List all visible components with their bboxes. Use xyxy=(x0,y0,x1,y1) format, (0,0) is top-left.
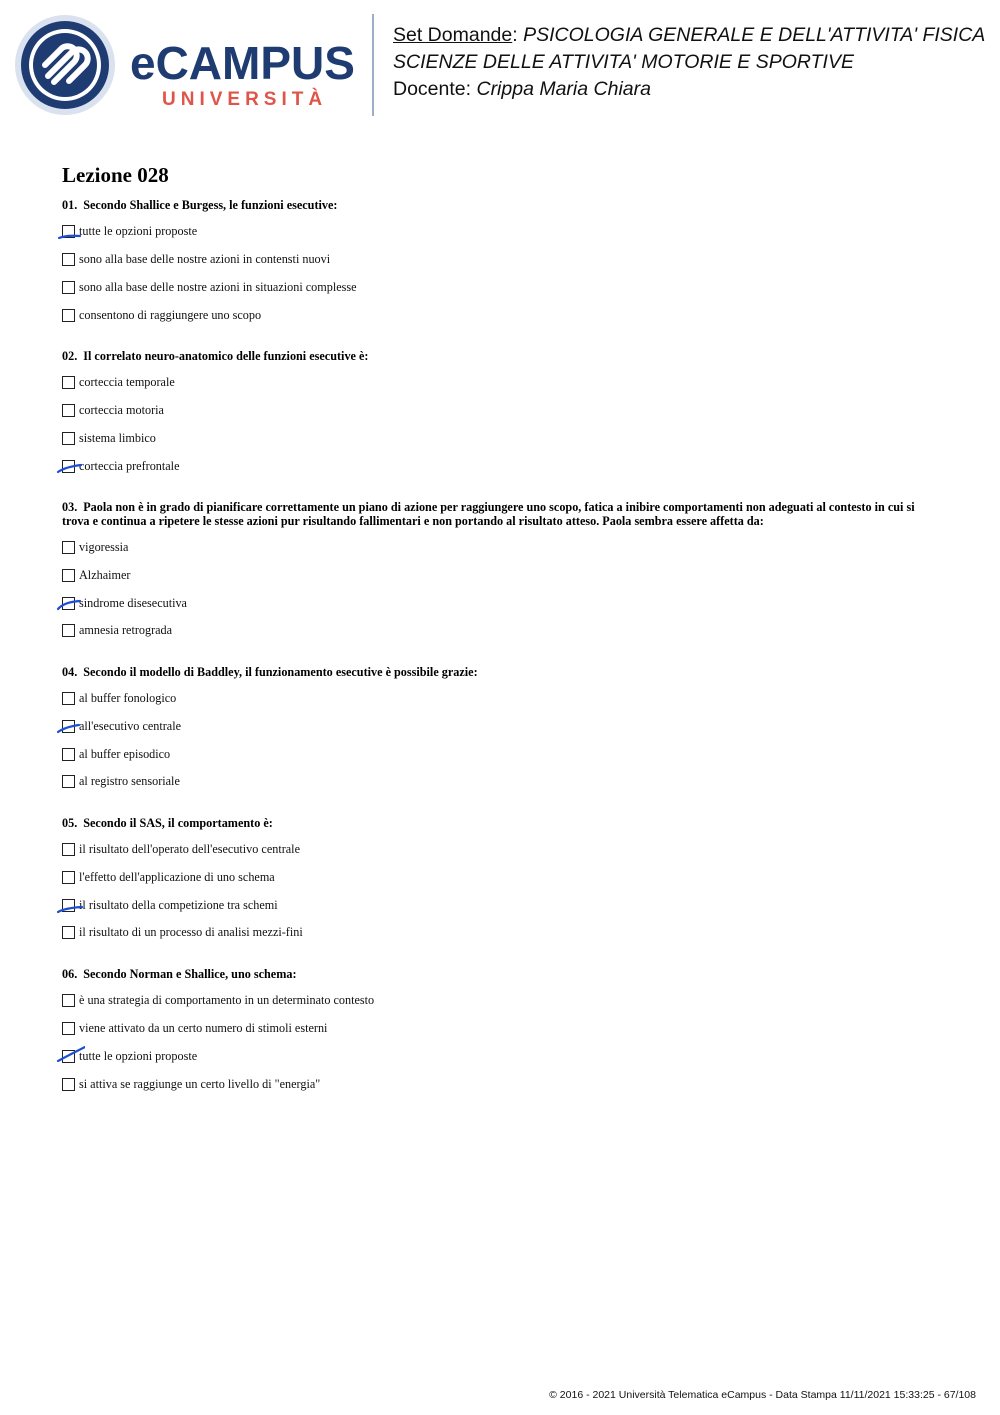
option[interactable] xyxy=(62,992,374,1008)
checkbox[interactable] xyxy=(62,843,75,856)
question-02 xyxy=(62,349,932,363)
question-01 xyxy=(62,198,932,212)
option[interactable] xyxy=(62,622,172,638)
question-04 xyxy=(62,665,932,679)
pen-mark-icon xyxy=(56,226,86,242)
pen-mark-icon xyxy=(55,899,85,915)
option[interactable] xyxy=(62,869,275,885)
question-06 xyxy=(62,967,932,981)
checkbox[interactable] xyxy=(62,541,75,554)
option-label: corteccia temporale xyxy=(79,374,175,389)
option-label: viene attivato da un certo numero di stimoli esterni xyxy=(79,1020,328,1035)
option-label: sindrome disesecutiva xyxy=(79,595,187,610)
question-text: Secondo il modello di Baddley, il funzionamento esecutive è possibile grazie: xyxy=(83,665,478,679)
option-label: l'effetto dell'applicazione di uno schema xyxy=(79,869,275,884)
option[interactable] xyxy=(62,841,300,857)
question-text: Secondo Shallice e Burgess, le funzioni esecutive: xyxy=(83,198,338,212)
header-info xyxy=(393,22,985,103)
checkbox[interactable] xyxy=(62,281,75,294)
option[interactable] xyxy=(62,539,128,555)
checkbox[interactable] xyxy=(62,404,75,417)
checkbox[interactable] xyxy=(62,309,75,322)
checkbox[interactable] xyxy=(62,692,75,705)
teacher-label: Docente xyxy=(393,78,466,100)
option[interactable] xyxy=(62,1076,320,1092)
option[interactable] xyxy=(62,251,330,267)
question-text: Paola non è in grado di pianificare correttamente un piano di azione per raggiungere uno scopo, fatica a inibire comportamenti non adeguati al contesto in cui si trova e continua a ripetere le stesse azioni pur risultando fallimentari e non portando al risultato atteso. Paola sembra essere affetta da: xyxy=(62,500,915,528)
question-number: 03. xyxy=(62,500,78,514)
question-number: 02. xyxy=(62,349,78,363)
teacher-name: Crippa Maria Chiara xyxy=(476,78,651,100)
pen-mark-icon xyxy=(55,1046,85,1062)
option-label: corteccia motoria xyxy=(79,402,164,417)
option[interactable] xyxy=(62,374,175,390)
logo-wordmark: eCAMPUS xyxy=(130,37,355,89)
option[interactable] xyxy=(62,567,130,583)
option[interactable] xyxy=(62,924,303,940)
question-text: Il correlato neuro-anatomico delle funzioni esecutive è: xyxy=(83,349,369,363)
question-03 xyxy=(62,500,932,528)
checkbox[interactable] xyxy=(62,253,75,266)
option-label: tutte le opzioni proposte xyxy=(79,1048,198,1063)
checkbox[interactable] xyxy=(62,624,75,637)
pen-mark-icon xyxy=(55,718,85,734)
option-label: al buffer fonologico xyxy=(79,690,177,705)
option-label: amnesia retrograda xyxy=(79,622,173,637)
option-label: è una strategia di comportamento in un determinato contesto xyxy=(79,992,375,1007)
checkbox[interactable] xyxy=(62,748,75,761)
option-label: corteccia prefrontale xyxy=(79,458,180,473)
option[interactable] xyxy=(62,279,357,295)
option[interactable] xyxy=(62,897,278,913)
checkbox[interactable] xyxy=(62,376,75,389)
option[interactable] xyxy=(62,402,164,418)
subtitle-line xyxy=(393,49,985,76)
option-label: tutte le opzioni proposte xyxy=(79,223,198,238)
option[interactable] xyxy=(62,773,180,789)
checkbox[interactable] xyxy=(62,432,75,445)
question-number: 05. xyxy=(62,816,78,830)
option[interactable] xyxy=(62,746,170,762)
pen-mark-icon xyxy=(55,595,85,611)
set-label: Set Domande xyxy=(393,24,513,46)
pen-mark-icon xyxy=(55,458,85,474)
question-05 xyxy=(62,816,932,830)
checkbox[interactable] xyxy=(62,569,75,582)
ecampus-seal-logo xyxy=(14,14,116,116)
checkbox[interactable] xyxy=(62,1022,75,1035)
option-label: al buffer episodico xyxy=(79,746,171,761)
option-label: il risultato della competizione tra schemi xyxy=(79,897,278,912)
question-number: 06. xyxy=(62,967,78,981)
teacher-line: Docente: Crippa Maria Chiara xyxy=(393,78,651,100)
option[interactable] xyxy=(62,307,261,323)
header-divider xyxy=(372,14,374,116)
checkbox[interactable] xyxy=(62,926,75,939)
option-label: il risultato dell'operato dell'esecutivo centrale xyxy=(79,841,300,856)
option[interactable] xyxy=(62,690,176,706)
option-label: vigoressia xyxy=(79,539,129,554)
course-title: PSICOLOGIA GENERALE E DELL'ATTIVITA' FISICA xyxy=(523,24,986,46)
question-number: 04. xyxy=(62,665,78,679)
option-label: sono alla base delle nostre azioni in situazioni complesse xyxy=(79,279,357,294)
option-label: sistema limbico xyxy=(79,430,156,445)
option[interactable] xyxy=(62,430,156,446)
option-label: al registro sensoriale xyxy=(79,773,180,788)
page-footer: © 2016 - 2021 Università Telematica eCampus - Data Stampa 11/11/2021 15:33:25 - 67/108 xyxy=(549,1389,976,1401)
checkbox[interactable] xyxy=(62,1078,75,1091)
lesson-title: Lezione 028 xyxy=(62,163,169,187)
question-text: Secondo il SAS, il comportamento è: xyxy=(83,816,273,830)
checkbox[interactable] xyxy=(62,871,75,884)
set-line: Set Domande: PSICOLOGIA GENERALE E DELL'ATTIVITA' FISICA xyxy=(393,24,986,46)
option-label: Alzhaimer xyxy=(79,567,131,582)
option[interactable] xyxy=(62,1020,327,1036)
option-label: all'esecutivo centrale xyxy=(79,718,182,733)
question-text: Secondo Norman e Shallice, uno schema: xyxy=(83,967,297,981)
option-label: il risultato di un processo di analisi mezzi-fini xyxy=(79,924,303,939)
option-label: si attiva se raggiunge un certo livello di "energia" xyxy=(79,1076,321,1091)
option-label: consentono di raggiungere uno scopo xyxy=(79,307,262,322)
checkbox[interactable] xyxy=(62,775,75,788)
option-label: sono alla base delle nostre azioni in contensti nuovi xyxy=(79,251,331,266)
checkbox[interactable] xyxy=(62,994,75,1007)
logo-subtitle: UNIVERSITÀ xyxy=(162,89,328,110)
question-number: 01. xyxy=(62,198,78,212)
course-subtitle: SCIENZE DELLE ATTIVITA' MOTORIE E SPORTIVE xyxy=(393,51,854,73)
